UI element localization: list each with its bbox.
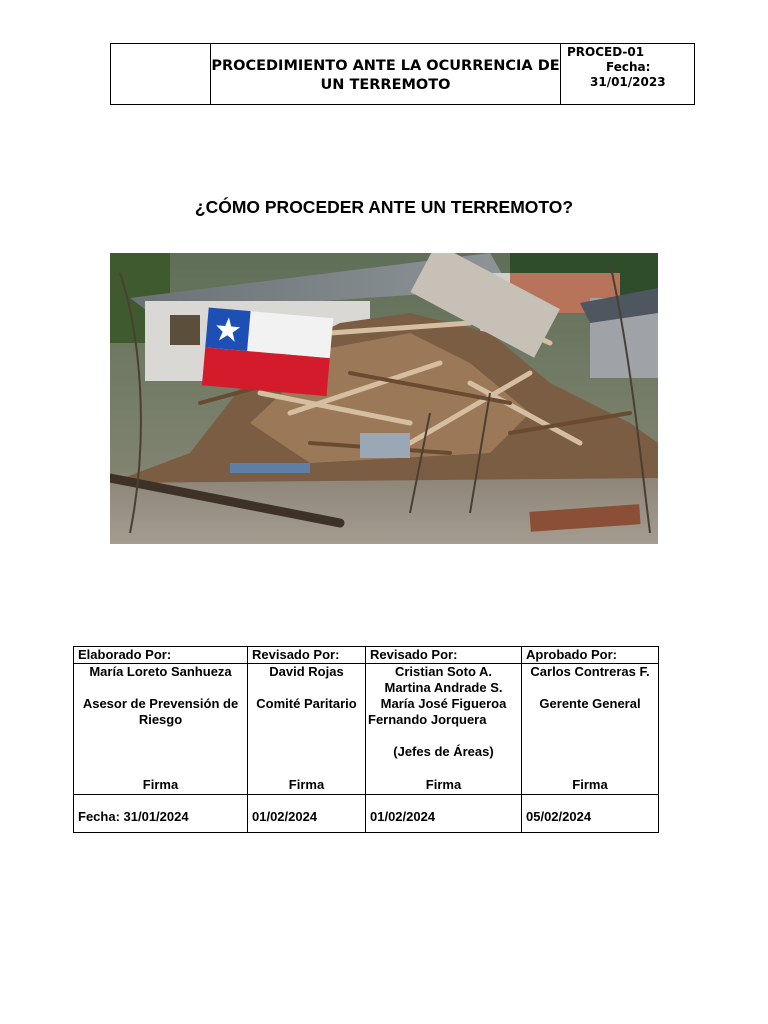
- elaborado-name: María Loreto Sanhueza: [89, 664, 232, 679]
- col-header-aprobado: Aprobado Por:: [522, 647, 659, 664]
- revisado-1-date: 01/02/2024: [248, 795, 366, 833]
- revisado-2-name-4: Fernando Jorquera: [368, 712, 487, 727]
- aprobado-name: Carlos Contreras F.: [530, 664, 650, 679]
- col-header-revisado-2: Revisado Por:: [366, 647, 522, 664]
- revisado-1-name: David Rojas: [269, 664, 344, 679]
- aprobado-role: Gerente General: [539, 696, 641, 711]
- title-line-2: UN TERREMOTO: [320, 76, 451, 93]
- earthquake-photo: [110, 253, 658, 544]
- signature-label: Firma: [288, 777, 325, 792]
- logo-cell: [111, 44, 211, 105]
- elaborado-role-line-1: Asesor de Prevensión de: [82, 696, 239, 711]
- signature-label: Firma: [142, 777, 179, 792]
- elaborado-cell: [74, 664, 248, 795]
- revisado-2-role: (Jefes de Áreas): [393, 744, 494, 759]
- revisado-1-cell: [248, 664, 366, 795]
- col-header-elaborado: Elaborado Por:: [74, 647, 248, 664]
- revisado-2-cell: [366, 664, 522, 795]
- date-value: 31/01/2023: [590, 75, 666, 89]
- title-line-1: PROCEDIMIENTO ANTE LA OCURRENCIA DE: [211, 57, 560, 74]
- document-title: [211, 44, 561, 105]
- revisado-2-name-1: Cristian Soto A.: [394, 664, 493, 679]
- col-header-revisado-1: Revisado Por:: [248, 647, 366, 664]
- aprobado-cell: [522, 664, 659, 795]
- elaborado-role-line-2: Riesgo: [138, 712, 183, 727]
- document-code-cell: [561, 44, 695, 105]
- revisado-2-name-2: Martina Andrade S.: [384, 680, 503, 695]
- revisado-2-name-3: María José Figueroa: [380, 696, 507, 711]
- elaborado-date: Fecha: 31/01/2024: [74, 795, 248, 833]
- signature-table: [73, 646, 659, 833]
- signature-label: Firma: [572, 777, 608, 792]
- page-heading: ¿CÓMO PROCEDER ANTE UN TERREMOTO?: [194, 197, 574, 217]
- date-label: Fecha:: [606, 60, 651, 74]
- document-code: PROCED-01: [567, 45, 645, 59]
- aprobado-date: 05/02/2024: [522, 795, 659, 833]
- document-header: [110, 43, 695, 105]
- revisado-1-role: Comité Paritario: [256, 696, 357, 711]
- signature-label: Firma: [425, 777, 462, 792]
- revisado-2-date: 01/02/2024: [366, 795, 522, 833]
